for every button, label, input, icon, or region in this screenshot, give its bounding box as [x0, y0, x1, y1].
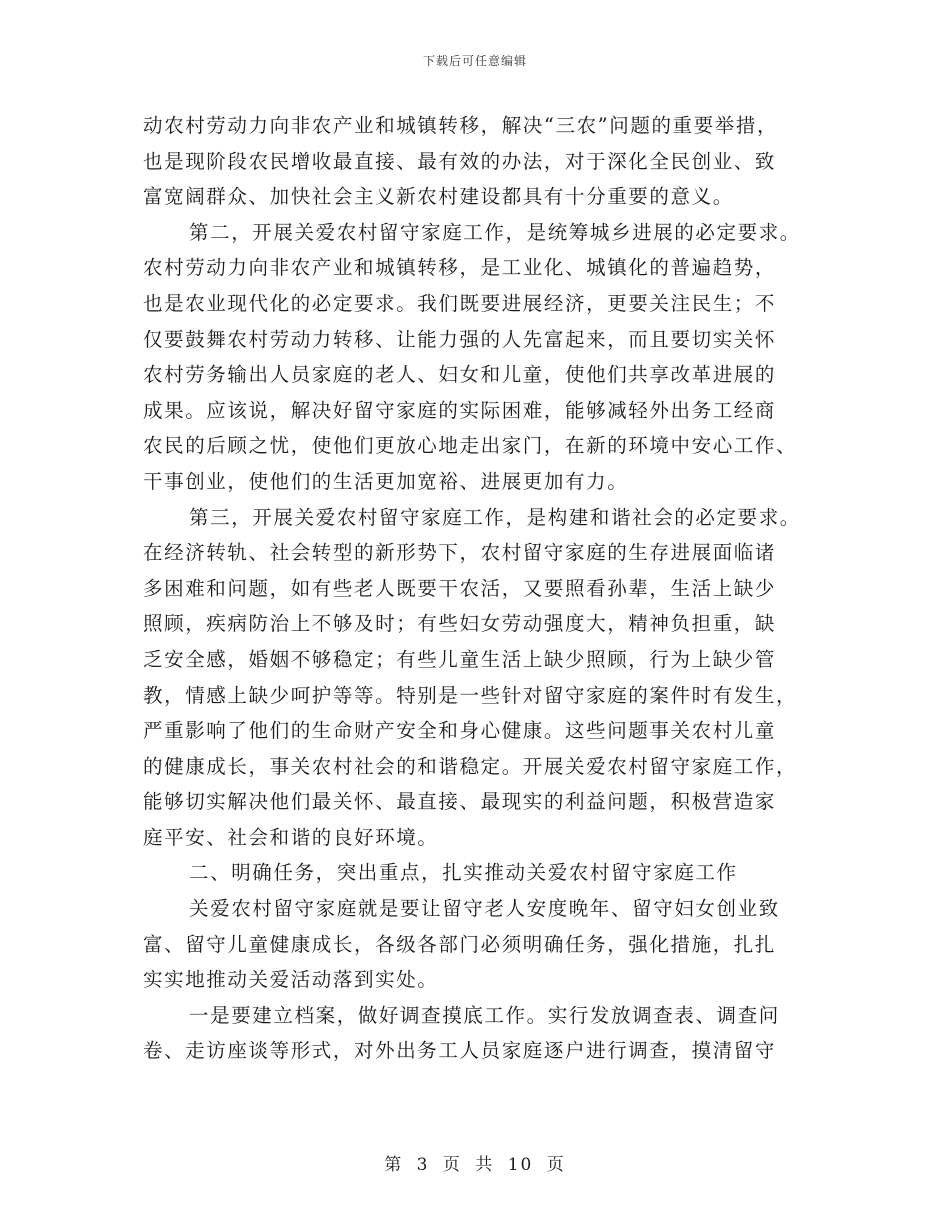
page-header: 下载后可任意编辑	[422, 54, 527, 68]
text-line: 农村劳务输出人员家庭的老人、妇女和儿童，使他们共享改革进展的	[143, 363, 777, 387]
text-line: 农民的后顾之忧，使他们更放心地走出家门，在新的环境中安心工作、	[143, 434, 798, 458]
text-line: 干事创业，使他们的生活更加宽裕、进展更加有力。	[143, 469, 629, 493]
text-line: 卷、走访座谈等形式，对外出务工人员家庭逐户进行调查，摸清留守	[143, 1039, 777, 1063]
paragraph-first-line: 关爱农村留守家庭就是要让留守老人安度晚年、留守妇女创业致	[189, 897, 780, 921]
paragraph-first-line: 一是要建立档案，做好调查摸底工作。实行发放调查表、调查问	[189, 1003, 780, 1027]
section-heading: 二、明确任务，突出重点，扎实推动关爱农村留守家庭工作	[189, 861, 738, 885]
document-body	[143, 108, 823, 1069]
text-line: 富宽阔群众、加快社会主义新农村建设都具有十分重要的意义。	[143, 185, 734, 209]
text-line: 教，情感上缺少呵护等等。特别是一些针对留守家庭的案件时有发生，	[143, 683, 798, 707]
page-number-footer: 第 3 页 共 10 页	[384, 1155, 566, 1175]
text-line: 富、留守儿童健康成长，各级各部门必须明确任务，强化措施，扎扎	[143, 932, 777, 956]
paragraph-first-line: 第三，开展关爱农村留守家庭工作，是构建和谐社会的必定要求。	[189, 505, 801, 529]
text-line: 农村劳动力向非农产业和城镇转移，是工业化、城镇化的普遍趋势，	[143, 256, 777, 280]
text-line: 仅要鼓舞农村劳动力转移、让能力强的人先富起来，而且要切实关怀	[143, 327, 777, 351]
text-line: 在经济转轨、社会转型的新形势下，农村留守家庭的生存进展面临诸	[143, 541, 777, 565]
text-line: 庭平安、社会和谐的良好环境。	[143, 825, 439, 849]
text-line: 也是农业现代化的必定要求。我们既要进展经济，更要关注民生；不	[143, 291, 777, 315]
paragraph-first-line: 第二，开展关爱农村留守家庭工作，是统筹城乡进展的必定要求。	[189, 220, 801, 244]
text-line: 的健康成长，事关农村社会的和谐稳定。开展关爱农村留守家庭工作，	[143, 754, 798, 778]
text-line: 照顾，疾病防治上不够及时；有些妇女劳动强度大，精神负担重，缺	[143, 612, 777, 636]
text-line: 也是现阶段农民增收最直接、最有效的办法，对于深化全民创业、致	[143, 149, 777, 173]
text-line: 成果。应该说，解决好留守家庭的实际困难，能够减轻外出务工经商	[143, 398, 777, 422]
text-line: 严重影响了他们的生命财产安全和身心健康。这些问题事关农村儿童	[143, 719, 777, 743]
text-line: 动农村劳动力向非农产业和城镇转移，解决“三农”问题的重要举措，	[143, 114, 779, 137]
text-line: 能够切实解决他们最关怀、最直接、最现实的利益问题，积极营造家	[143, 790, 777, 814]
text-line: 实实地推动关爱活动落到实处。	[143, 968, 439, 992]
text-line: 多困难和问题，如有些老人既要干农活，又要照看孙辈，生活上缺少	[143, 576, 777, 600]
text-line: 乏安全感，婚姻不够稳定；有些儿童生活上缺少照顾，行为上缺少管	[143, 647, 777, 671]
